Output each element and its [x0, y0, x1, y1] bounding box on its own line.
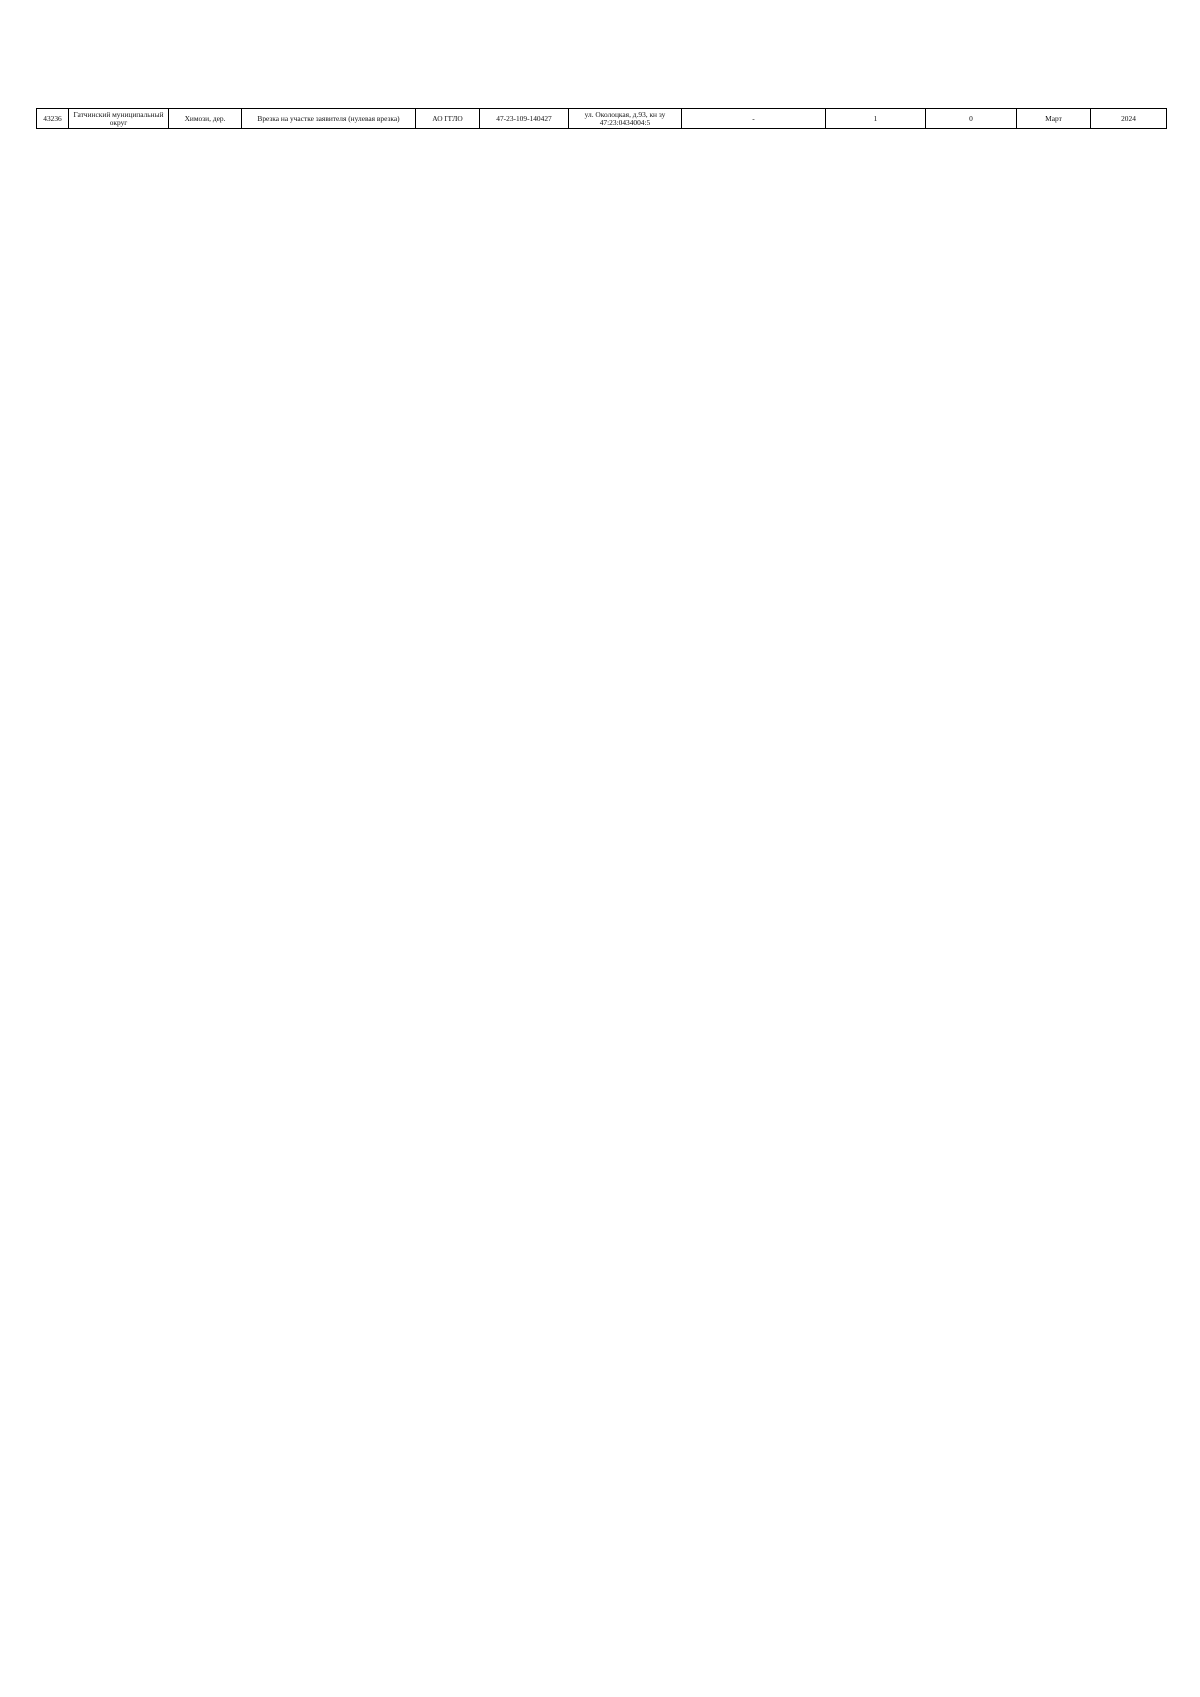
- gas-connection-table: [36, 108, 1167, 129]
- table-row: [37, 109, 1167, 129]
- cell-settlement: Химози, дер.: [169, 109, 242, 129]
- cell-organization: АО ГГЛО: [416, 109, 480, 129]
- cell-application-number: 47-23-109-140427: [480, 109, 569, 129]
- cell-municipality: Гатчинский муниципальный округ: [69, 109, 169, 129]
- cell-work-type: Врезка на участке заявителя (нулевая врезка): [242, 109, 416, 129]
- cell-year: 2024: [1091, 109, 1167, 129]
- cell-address-cadastral: ул. Околоцкая, д.93, кн зу 47:23:0434004:5: [569, 109, 682, 129]
- cell-row-number: 43236: [37, 109, 69, 129]
- cell-flag-a: 1: [826, 109, 926, 129]
- cell-month: Март: [1017, 109, 1091, 129]
- cell-house-number: -: [682, 109, 826, 129]
- cell-flag-b: 0: [926, 109, 1017, 129]
- document-page: [36, 108, 1166, 129]
